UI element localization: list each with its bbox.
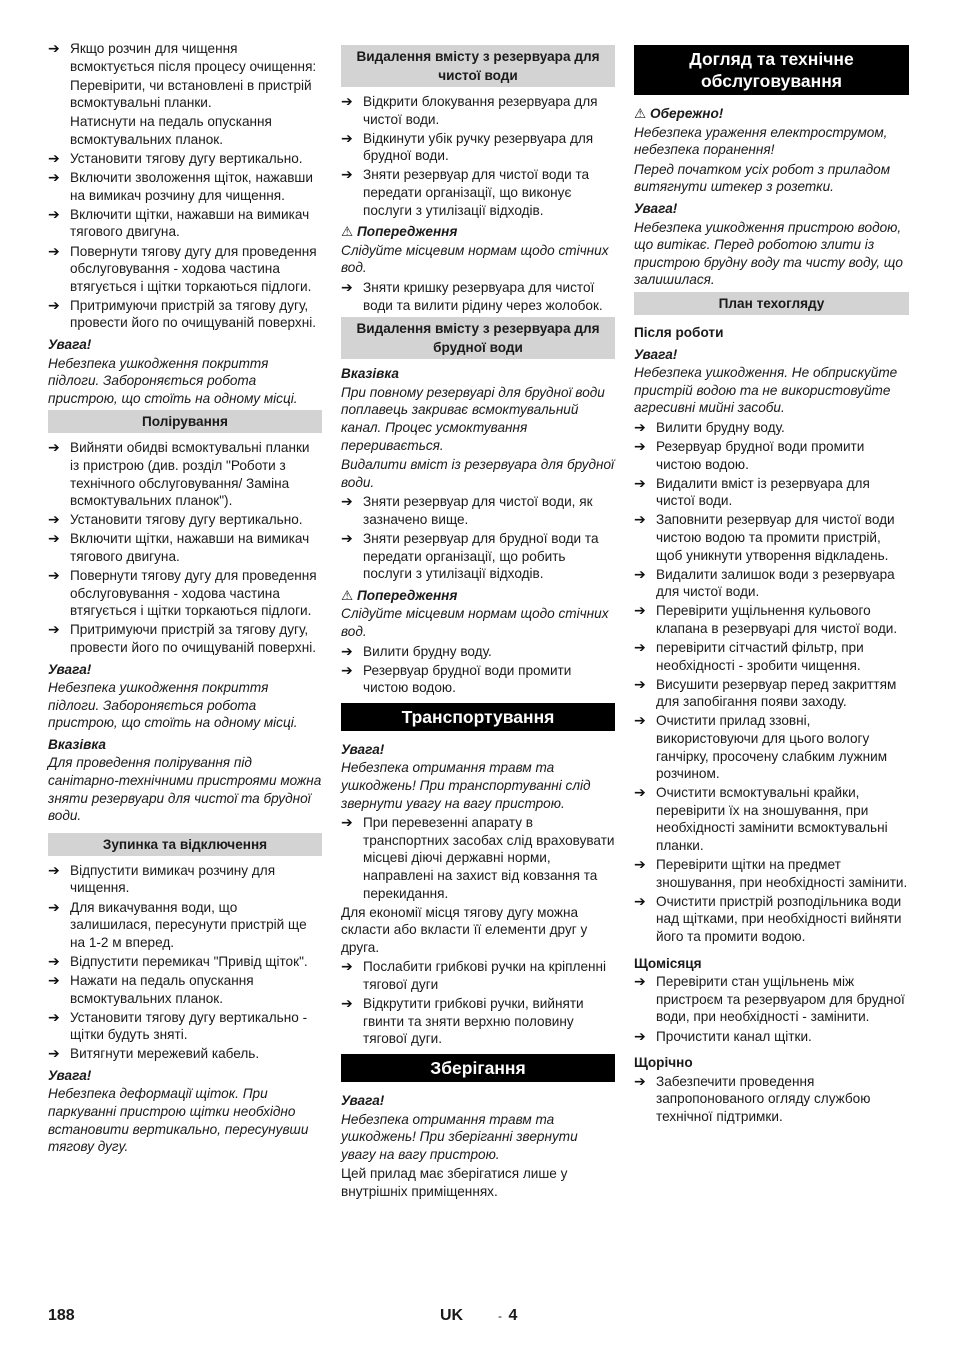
arrow-right-icon: ➔ xyxy=(341,529,353,546)
instruction-step xyxy=(48,621,322,656)
instruction-step xyxy=(341,995,615,1048)
instruction-step xyxy=(341,958,615,993)
arrow-right-icon: ➔ xyxy=(48,1008,60,1025)
instruction-step xyxy=(48,899,322,952)
dirty-tank-content xyxy=(341,365,615,697)
step-text: Резервуар брудної води промити чистою водою. xyxy=(656,439,865,472)
arrow-right-icon: ➔ xyxy=(48,439,60,456)
arrow-right-icon: ➔ xyxy=(48,296,60,313)
note-text: Небезпека ушкодження пристрою водою, що витікає. Перед роботою злити із пристрою брудну воду та чисту воду, що залишилася. xyxy=(634,219,903,288)
arrow-right-icon: ➔ xyxy=(48,861,60,878)
step-text: Заповнити резервуар для чистої води чистою водою та промити пристрій, щоб уникнути утворення відкладень. xyxy=(656,512,895,563)
paragraph: Для економії місця тягову дугу можна скласти або вкласти її елементи друг у друга. xyxy=(341,904,588,955)
note-label: Увага! xyxy=(341,1092,385,1108)
warning-triangle-icon: ⚠ xyxy=(341,587,354,603)
arrow-right-icon: ➔ xyxy=(48,952,60,969)
instruction-step xyxy=(634,475,909,510)
arrow-right-icon: ➔ xyxy=(341,814,353,831)
step-text: Повернути тягову дугу для проведення обслуговування - ходова частина втягується і щітки торкаються підлоги. xyxy=(70,568,317,619)
chapter-heading-storage: Зберігання xyxy=(341,1054,615,1082)
note-label: Увага! xyxy=(634,346,678,362)
step-text: Витягнути мережевий кабель. xyxy=(70,1046,260,1062)
arrow-right-icon: ➔ xyxy=(634,438,646,454)
arrow-right-icon: ➔ xyxy=(341,661,353,678)
step-text: При перевезенні апарату в транспортних засобах слід враховувати місцеві діючі державні норми, направлені на захист від ковзання та перекидання. xyxy=(363,815,615,901)
step-text: Повернути тягову дугу для проведення обслуговування - ходова частина втягується і щітки торкаються підлоги. xyxy=(70,243,317,294)
arrow-right-icon: ➔ xyxy=(634,511,646,528)
step-text: Перевірити ущільнення кульового клапана в резервуарі для чистої води. xyxy=(656,603,898,636)
arrow-right-icon: ➔ xyxy=(634,856,646,873)
step-text: Зняти кришку резервуара для чистої води та вилити рідину через жолобок. xyxy=(363,279,603,313)
instruction-step xyxy=(634,511,909,564)
note-text: Слідуйте місцевим нормам щодо стічних вод. xyxy=(341,606,609,639)
instruction-step xyxy=(341,279,615,314)
note-label: Вказівка xyxy=(341,366,399,382)
instruction-step xyxy=(341,643,615,661)
arrow-right-icon: ➔ xyxy=(341,93,353,109)
footer-dash: - xyxy=(498,1309,502,1323)
step-text: Резервуар брудної води промити чистою водою. xyxy=(363,662,572,696)
instruction-step xyxy=(634,712,909,782)
instruction-step xyxy=(48,206,322,241)
step-text: Для викачування води, що залишилася, пересунути пристрій ще на 1-2 м вперед. xyxy=(70,899,307,950)
instruction-step xyxy=(634,419,909,437)
instruction-step xyxy=(48,511,322,529)
instruction-step xyxy=(634,893,909,946)
column-right xyxy=(634,40,909,1127)
step-text: Зняти резервуар для брудної води та передати організації, що робить послуги з утилізації відходів. xyxy=(363,530,599,582)
arrow-right-icon: ➔ xyxy=(634,973,646,990)
arrow-right-icon: ➔ xyxy=(634,418,646,435)
instruction-step xyxy=(634,784,909,854)
subheading: Щомісяця xyxy=(634,955,702,971)
arrow-right-icon: ➔ xyxy=(341,166,353,183)
instruction-step xyxy=(48,972,322,1007)
step-text: Установити тягову дугу вертикально - щітки будуть зняті. xyxy=(70,1009,308,1043)
instruction-step xyxy=(634,602,909,637)
step-text: Послабити грибкові ручки на кріпленні тягової дуги xyxy=(363,959,607,993)
note-text: Небезпека ушкодження. Не обприскуйте пристрій водою та не використовуйте агресивні мийні засоби. xyxy=(634,365,898,416)
step-text: Відкрутити грибкові ручки, вийняти гвинти та зняти верхню половину тягової дуги. xyxy=(363,996,584,1047)
page-number: 188 xyxy=(48,1307,75,1324)
instruction-step xyxy=(48,169,322,204)
note-label: Вказівка xyxy=(48,736,106,752)
step-text: перевірити сітчастий фільтр, при необхідності - зробити чищення. xyxy=(656,640,864,673)
footer-section-number: 4 xyxy=(508,1307,518,1324)
arrow-right-icon: ➔ xyxy=(634,1027,646,1044)
step-text: Вилити брудну воду. xyxy=(363,643,492,659)
instruction-step xyxy=(48,150,322,168)
step-text: Зняти резервуар для чистої води та передати організації, що виконує послуги з утилізації відходів. xyxy=(363,167,590,218)
instruction-step xyxy=(48,862,322,897)
note-text: Небезпека деформації щіток. При паркуванні пристрою щітки необхідно встановити вертикально, пересунувши тягову дугу. xyxy=(48,1086,309,1155)
instruction-step xyxy=(48,297,322,332)
note-text: При повному резервуарі для брудної води поплавець закриває всмоктувальний канал. Процес усмоктування переривається. xyxy=(341,384,605,453)
instruction-step xyxy=(48,567,322,620)
step-text: Установити тягову дугу вертикально. xyxy=(70,512,303,528)
arrow-right-icon: ➔ xyxy=(634,639,646,656)
footer-section-page xyxy=(498,1307,517,1326)
instruction-step xyxy=(634,438,909,473)
paragraph: Цей прилад має зберігатися лише у внутрішніх приміщеннях. xyxy=(341,1166,568,1199)
step-text: Притримуючи пристрій за тягову дугу, провести його по очищуваній поверхні. xyxy=(70,297,317,331)
warning-label xyxy=(634,105,909,123)
step-text: Висушити резервуар перед закриттям для запобігання появи заходу. xyxy=(656,676,897,710)
note-label: Увага! xyxy=(341,741,385,757)
warning-label-text: Попередження xyxy=(357,224,458,240)
arrow-right-icon: ➔ xyxy=(341,995,353,1012)
step-text: Очистити пристрій розподільника води над щітками, при необхідності вийняти його та промити водою. xyxy=(656,893,902,945)
maintenance-plan-content xyxy=(634,324,909,1126)
storage-content xyxy=(341,1092,615,1201)
instruction-step xyxy=(634,1073,909,1126)
arrow-right-icon: ➔ xyxy=(48,242,60,259)
maintenance-intro xyxy=(634,105,909,289)
arrow-right-icon: ➔ xyxy=(48,1045,60,1062)
step-text: Зняти резервуар для чистої води, як зазначено вище. xyxy=(363,494,593,527)
note-text: Перед початком усіх робот з приладом витягнути штекер з розетки. xyxy=(634,161,891,195)
instruction-step xyxy=(341,130,615,165)
column-left xyxy=(48,40,322,1158)
step-text: Нажати на педаль опускання всмоктувальних планок. xyxy=(70,972,254,1006)
step-text: Якщо розчин для чищення всмоктується після процесу очищення: xyxy=(70,41,317,74)
note-label: Увага! xyxy=(48,337,92,352)
instruction-step xyxy=(48,439,322,509)
instruction-step xyxy=(48,1009,322,1044)
arrow-right-icon: ➔ xyxy=(341,642,353,659)
instruction-step xyxy=(634,639,909,674)
instruction-step xyxy=(341,530,615,583)
note-text: Слідуйте місцевим нормам щодо стічних вод. xyxy=(341,242,609,276)
arrow-right-icon: ➔ xyxy=(634,712,646,729)
arrow-right-icon: ➔ xyxy=(48,971,60,988)
step-text: Очистити прилад ззовні, використовуючи для цього вологу ганчірку, просочену слабким лужним розчином. xyxy=(656,713,888,782)
warning-label-text: Обережно! xyxy=(650,106,724,121)
arrow-right-icon: ➔ xyxy=(634,675,646,692)
chapter-heading-maintenance: Догляд та технічне обслуговування xyxy=(634,45,909,95)
note-text: Небезпека отримання травм та ушкоджень! При зберіганні звернути увагу на вагу пристрою. xyxy=(341,1111,578,1162)
arrow-right-icon: ➔ xyxy=(48,169,60,186)
note-text: Небезпека отримання травм та ушкоджень! При транспортуванні слід звернути увагу на вагу пристрою. xyxy=(341,760,591,811)
step-text: Притримуючи пристрій за тягову дугу, провести його по очищуваній поверхні. xyxy=(70,622,317,655)
step-text: Відкрити блокування резервуара для чистої води. xyxy=(363,94,598,127)
instruction-step xyxy=(634,676,909,711)
chapter-heading-transport: Транспортування xyxy=(341,703,615,731)
instruction-step xyxy=(48,953,322,971)
stop-content xyxy=(48,862,322,1156)
subheading: Після роботи xyxy=(634,324,724,340)
arrow-right-icon: ➔ xyxy=(634,602,646,619)
instruction-step xyxy=(48,1045,322,1063)
step-continuation: Натиснути на педаль опускання всмоктувальних планок. xyxy=(70,114,272,147)
step-text: Відпустити вимикач розчину для чищення. xyxy=(70,862,276,896)
polishing-content xyxy=(48,439,322,824)
arrow-right-icon: ➔ xyxy=(341,958,353,975)
step-text: Установити тягову дугу вертикально. xyxy=(70,151,303,167)
warning-triangle-icon: ⚠ xyxy=(634,106,647,121)
note-label: Увага! xyxy=(634,200,678,216)
column-middle xyxy=(341,40,615,1202)
clean-tank-content xyxy=(341,93,615,314)
arrow-right-icon: ➔ xyxy=(48,150,60,167)
step-text: Забезпечити проведення запропонованого огляду службою технічної підтримки. xyxy=(656,1073,871,1124)
note-label: Увага! xyxy=(48,1067,92,1083)
note-text: Небезпека ушкодження покриття підлоги. Забороняється робота пристрою, що стоїть на одному місці. xyxy=(48,355,298,406)
arrow-right-icon: ➔ xyxy=(341,129,353,146)
step-text: Видалити вміст із резервуара для чистої води. xyxy=(656,475,870,509)
section-heading-dirty-tank: Видалення вмісту з резервуара для брудної води xyxy=(341,317,615,359)
instruction-step xyxy=(341,166,615,219)
note-text: Для проведення полірування під санітарно-технічними пристроями можна зняти резервуари для чистої та брудної води. xyxy=(48,755,322,824)
arrow-right-icon: ➔ xyxy=(48,40,60,56)
instruction-step xyxy=(634,1028,909,1046)
warning-triangle-icon: ⚠ xyxy=(341,224,354,240)
instruction-step xyxy=(341,93,615,128)
arrow-right-icon: ➔ xyxy=(48,621,60,638)
step-text: Вийняти обидві всмоктувальні планки із пристрою (див. розділ "Роботи з технічного обслуговування/ Заміна всмоктувальних планок"). xyxy=(70,440,310,509)
arrow-right-icon: ➔ xyxy=(634,565,646,582)
instruction-step xyxy=(634,566,909,601)
instruction-step xyxy=(48,243,322,296)
arrow-right-icon: ➔ xyxy=(48,530,60,547)
instruction-step xyxy=(341,493,615,528)
arrow-right-icon: ➔ xyxy=(48,898,60,915)
arrow-right-icon: ➔ xyxy=(634,784,646,801)
section-heading-polishing: Полірування xyxy=(48,410,322,433)
note-text: Небезпека ураження електрострумом, небезпека поранення! xyxy=(634,124,888,158)
step-text: Прочистити канал щітки. xyxy=(656,1028,812,1044)
footer-language: UK xyxy=(440,1307,464,1324)
arrow-right-icon: ➔ xyxy=(48,511,60,528)
note-text: Небезпека ушкодження покриття підлоги. Забороняється робота пристрою, що стоїть на одному місці. xyxy=(48,680,298,731)
step-text: Очистити всмоктувальні крайки, перевірити їх на зношування, при необхідності замінити всмоктувальні планки. xyxy=(656,785,888,854)
warning-label-text: Попередження xyxy=(357,587,458,603)
instruction-step xyxy=(634,973,909,1026)
section-heading-maintenance-plan: План техогляду xyxy=(634,292,909,315)
arrow-right-icon: ➔ xyxy=(634,1072,646,1089)
arrow-right-icon: ➔ xyxy=(634,474,646,491)
step-text: Перевірити щітки на предмет зношування, при необхідності замінити. xyxy=(656,857,908,890)
instruction-step xyxy=(341,662,615,697)
step-continuation: Перевірити, чи встановлені в пристрій всмоктувальні планки. xyxy=(70,77,312,111)
step-text: Відпустити перемикач "Привід щіток". xyxy=(70,953,308,969)
arrow-right-icon: ➔ xyxy=(341,278,353,295)
step-text: Включити зволоження щіток, нажавши на вимикач розчину для чищення. xyxy=(70,170,313,203)
step-text: Вилити брудну воду. xyxy=(656,419,785,435)
warning-label xyxy=(341,587,615,605)
note-label: Увага! xyxy=(48,661,92,677)
subheading: Щорічно xyxy=(634,1055,693,1071)
warning-label xyxy=(341,223,615,241)
arrow-right-icon: ➔ xyxy=(48,567,60,584)
intro-instructions xyxy=(48,40,322,407)
instruction-step xyxy=(48,40,322,75)
section-heading-stop: Зупинка та відключення xyxy=(48,833,322,856)
step-text: Відкинути убік ручку резервуара для брудної води. xyxy=(363,130,594,164)
transport-content xyxy=(341,741,615,1048)
instruction-step xyxy=(634,856,909,891)
note-text: Видалити вміст із резервуара для брудної води. xyxy=(341,457,615,490)
instruction-step xyxy=(341,814,615,902)
step-text: Включити щітки, нажавши на вимикач тягового двигуна. xyxy=(70,206,310,240)
arrow-right-icon: ➔ xyxy=(634,892,646,909)
arrow-right-icon: ➔ xyxy=(341,493,353,510)
step-text: Перевірити стан ущільнень між пристроєм та резервуаром для брудної води, при необхідності - замінити. xyxy=(656,974,905,1025)
section-heading-clean-tank: Видалення вмісту з резервуара для чистої води xyxy=(341,45,615,87)
step-text: Видалити залишок води з резервуара для чистої води. xyxy=(656,566,895,600)
step-text: Включити щітки, нажавши на вимикач тягового двигуна. xyxy=(70,531,310,564)
arrow-right-icon: ➔ xyxy=(48,205,60,222)
instruction-step xyxy=(48,530,322,565)
